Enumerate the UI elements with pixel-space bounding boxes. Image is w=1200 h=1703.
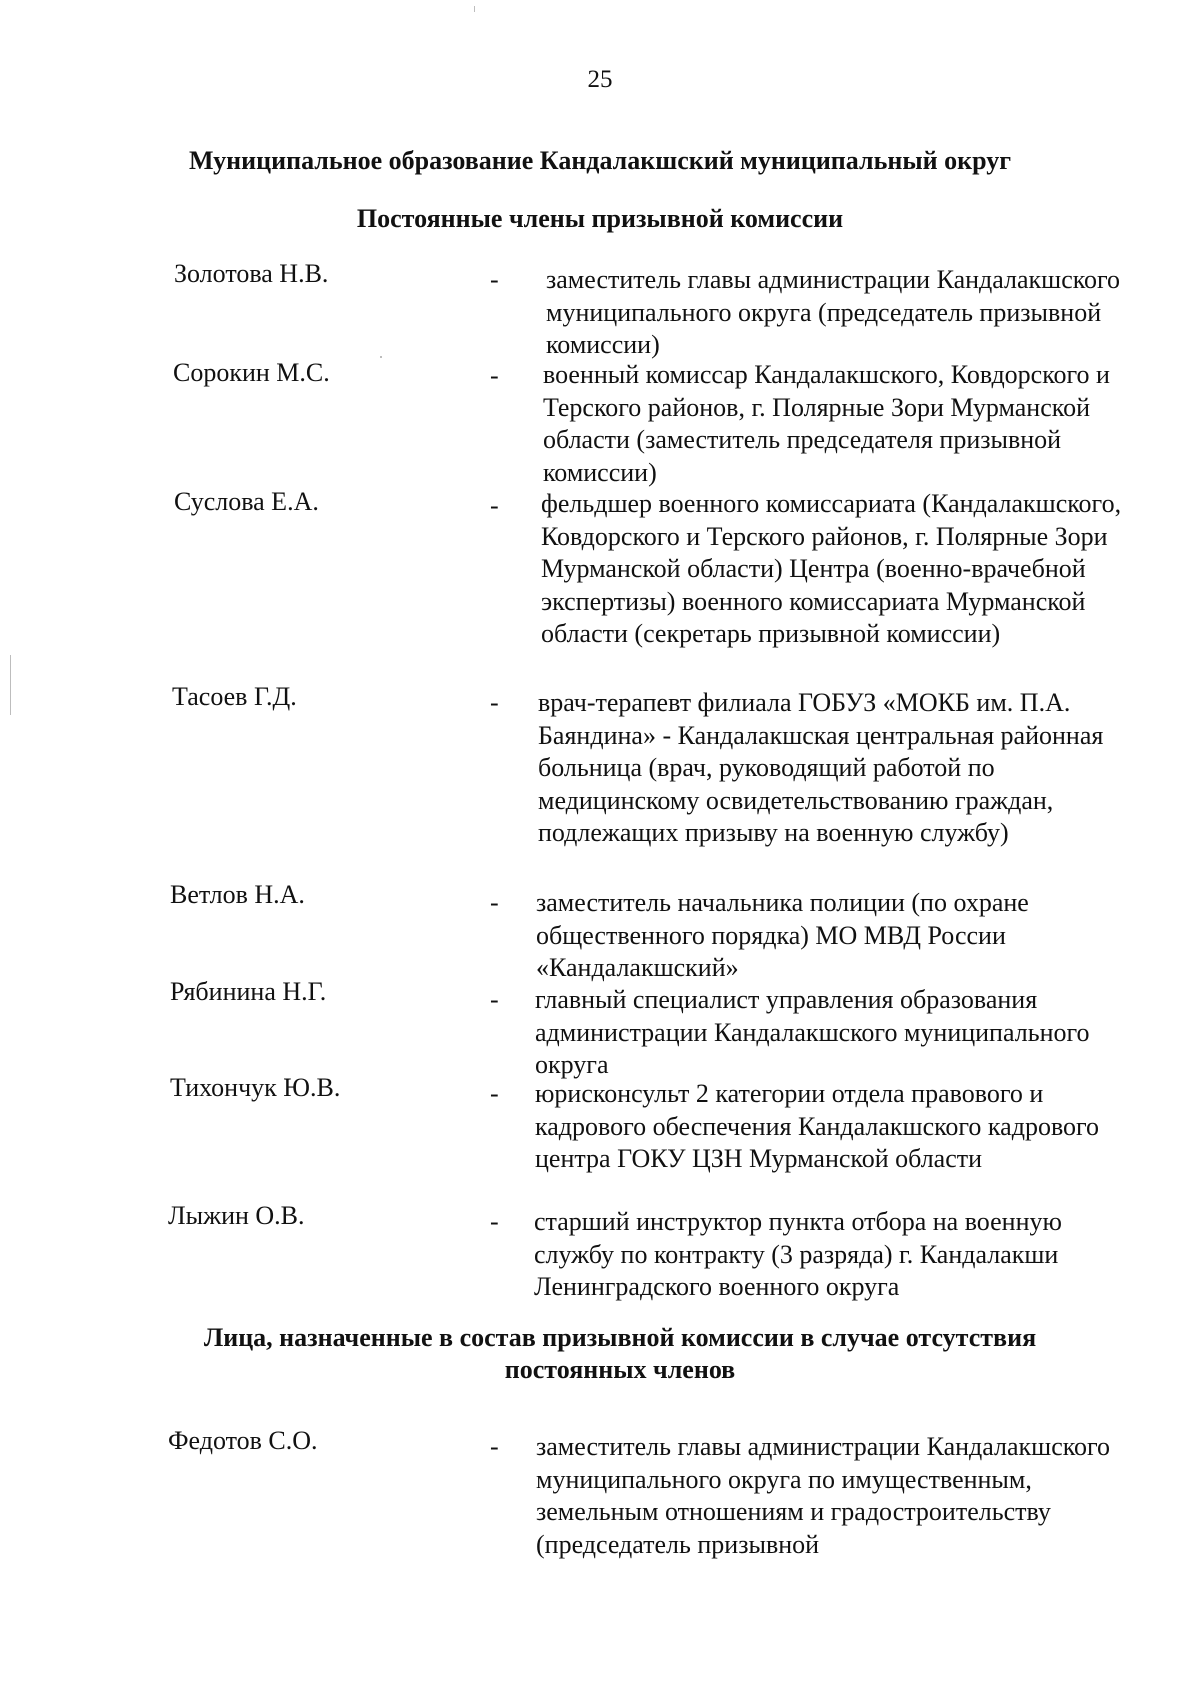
member-dash: - — [490, 361, 499, 390]
member-role: старший инструктор пункта отбора на военную службу по контракту (3 разряда) г. Кандалакши Ленинградского военного округа — [534, 1207, 1062, 1301]
member-row — [0, 681, 1200, 847]
member-dash: - — [490, 1432, 499, 1461]
member-dash: - — [490, 491, 499, 520]
substitute-members-heading: Лица, назначенные в состав призывной комиссии в случае отсутствия постоянных членов — [203, 1323, 1037, 1384]
member-row — [0, 357, 1200, 487]
member-role: фельдшер военного комиссариата (Кандалакшского, Ковдорского и Терского районов, г. Полярные Зори Мурманской области) Центра (военно-врачебной экспертизы) военного комиссариата Мурманской области (секретарь призывной комиссии) — [541, 489, 1122, 648]
member-name: Сорокин М.С. — [173, 358, 330, 387]
permanent-members-heading: Постоянные члены призывной комиссии — [356, 204, 844, 233]
member-dash: - — [490, 888, 499, 917]
member-name: Рябинина Н.Г. — [170, 977, 327, 1006]
member-role: врач-терапевт филиала ГОБУЗ «МОКБ им. П.А. Баяндина» - Кандалакшская центральная районная больница (врач, руководящий работой по медицинскому освидетельствованию граждан, подлежащих призыву на военную службу) — [538, 688, 1104, 847]
member-dash: - — [490, 1207, 499, 1236]
page-number: 25 — [587, 66, 613, 93]
member-name: Ветлов Н.А. — [170, 880, 305, 909]
member-row — [0, 1072, 1200, 1173]
member-row — [0, 1200, 1200, 1301]
scan-mark-top — [474, 6, 475, 12]
member-name: Суслова Е.А. — [174, 487, 319, 516]
member-role: заместитель главы администрации Кандалакшского муниципального округа (председатель призывной комиссии) — [546, 265, 1121, 359]
member-role: главный специалист управления образования администрации Кандалакшского муниципального округа — [535, 985, 1090, 1079]
member-role: военный комиссар Кандалакшского, Ковдорского и Терского районов, г. Полярные Зори Мурманской области (заместитель председателя призывной комиссии) — [543, 360, 1110, 487]
member-name: Лыжин О.В. — [168, 1201, 305, 1230]
member-name: Тасоев Г.Д. — [172, 682, 297, 711]
member-role: юрисконсульт 2 категории отдела правового и кадрового обеспечения Кандалакшского кадрового центра ГОКУ ЦЗН Мурманской области — [535, 1079, 1100, 1173]
member-row — [0, 1425, 1200, 1559]
member-name: Федотов С.О. — [168, 1426, 318, 1455]
municipality-heading: Муниципальное образование Кандалакшский муниципальный округ — [188, 146, 1012, 175]
member-dash: - — [490, 265, 499, 294]
member-row — [0, 976, 1200, 1079]
member-name: Золотова Н.В. — [174, 259, 329, 288]
member-dash: - — [490, 688, 499, 717]
member-name: Тихончук Ю.В. — [170, 1073, 341, 1102]
member-row — [0, 258, 1200, 359]
member-row — [0, 879, 1200, 982]
member-dash: - — [490, 1079, 499, 1108]
member-row — [0, 486, 1200, 648]
member-role: заместитель главы администрации Кандалакшского муниципального округа по имущественным, земельным отношениям и градостроительству (председатель призывной — [536, 1432, 1111, 1559]
member-role: заместитель начальника полиции (по охране общественного порядка) МО МВД России «Кандалакшский» — [536, 888, 1029, 982]
member-dash: - — [490, 985, 499, 1014]
